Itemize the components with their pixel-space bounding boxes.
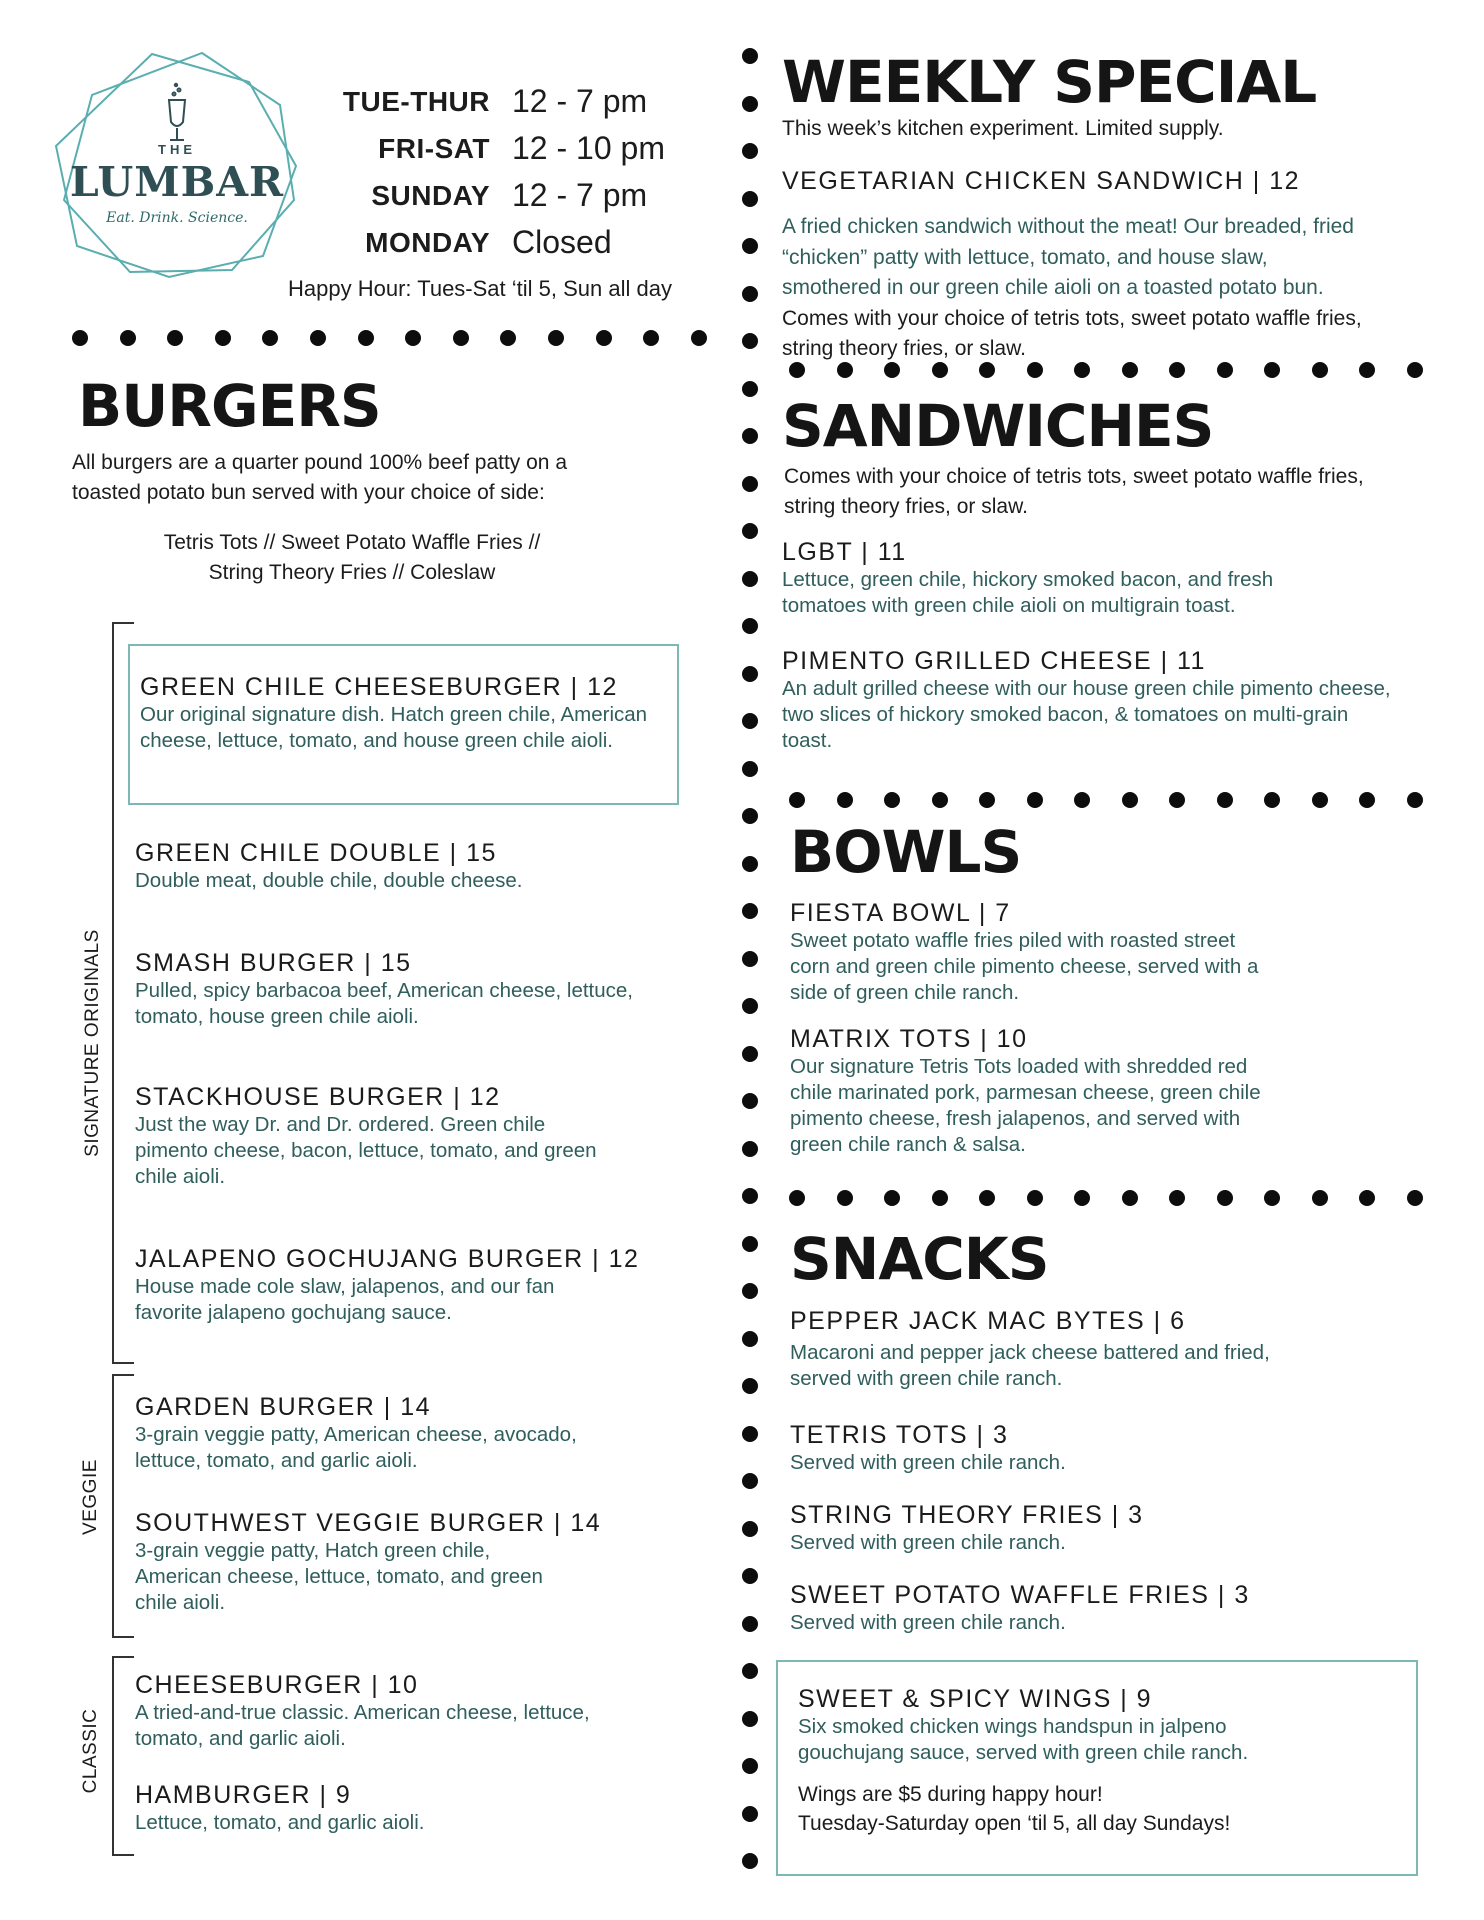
bracket-tick <box>112 1636 134 1638</box>
menu-item <box>135 1244 640 1326</box>
row-dot <box>1407 1190 1423 1206</box>
row-dot <box>979 792 995 808</box>
menu-item <box>135 1780 605 1836</box>
snacks-title: SNACKS <box>790 1225 1049 1293</box>
sandwiches-intro: Comes with your choice of tetris tots, sweet potato waffle fries, string theory fries, or slaw. <box>784 465 1364 518</box>
menu-item <box>790 1306 1290 1392</box>
hours-time: 12 - 10 pm <box>512 130 665 166</box>
logo-the: THE <box>158 142 196 157</box>
row-dot <box>215 330 231 346</box>
item-name: HAMBURGER | 9 <box>135 1781 352 1809</box>
row-dot <box>837 792 853 808</box>
column-dot <box>742 1568 758 1584</box>
item-desc: An adult grilled cheese with our house green chile pimento cheese, two slices of hickory smoked bacon, & tomatoes on multi-grain toast. <box>782 677 1391 752</box>
item-name: LGBT | 11 <box>782 538 907 566</box>
logo <box>52 50 302 280</box>
column-dot <box>742 1188 758 1204</box>
row-dot <box>548 330 564 346</box>
column-dot <box>742 856 758 872</box>
column-dot <box>742 48 758 64</box>
logo-tagline: Eat. Drink. Science. <box>106 210 248 226</box>
column-dot <box>742 143 758 159</box>
weekly-title: WEEKLY SPECIAL <box>782 48 1317 116</box>
wine-glass-icon <box>169 84 185 140</box>
row-dot <box>262 330 278 346</box>
menu-item <box>790 1420 1290 1476</box>
bracket-classic <box>112 1656 114 1856</box>
column-dot <box>742 1331 758 1347</box>
hours-time: Closed <box>512 224 612 260</box>
row-dot <box>1122 1190 1138 1206</box>
column-dot <box>742 333 758 349</box>
item-name: GREEN CHILE DOUBLE | 15 <box>135 839 497 867</box>
item-desc <box>782 212 1372 365</box>
row-dot <box>500 330 516 346</box>
item-name: PIMENTO GRILLED CHEESE | 11 <box>782 647 1206 675</box>
burgers-sides <box>72 528 632 588</box>
row-dot <box>1217 792 1233 808</box>
column-dot <box>742 1758 758 1774</box>
row-dot <box>789 792 805 808</box>
column-dot <box>742 571 758 587</box>
row-dot <box>453 330 469 346</box>
column-dot <box>742 903 758 919</box>
item-name: JALAPENO GOCHUJANG BURGER | 12 <box>135 1245 640 1273</box>
hours-day: TUE-THUR <box>342 86 490 117</box>
item-desc-black: Comes with your choice of tetris tots, sweet potato waffle fries, string theory fries, or slaw. <box>782 306 1362 360</box>
column-dot <box>742 1378 758 1394</box>
hours-day: SUNDAY <box>371 180 490 211</box>
sandwiches-title: SANDWICHES <box>782 392 1214 460</box>
item-name: FIESTA BOWL | 7 <box>790 899 1011 927</box>
row-dot <box>1264 1190 1280 1206</box>
menu-item <box>798 1684 1398 1838</box>
item-desc: Served with green chile ranch. <box>790 1611 1066 1634</box>
column-dot <box>742 238 758 254</box>
row-dot <box>405 330 421 346</box>
column-dot <box>742 1663 758 1679</box>
column-dot <box>742 666 758 682</box>
column-dot <box>742 1426 758 1442</box>
group-label-veggie: VEGGIE <box>80 1459 101 1535</box>
burgers-sides-line2: String Theory Fries // Coleslaw <box>208 561 496 584</box>
menu-item <box>790 1500 1290 1556</box>
item-name: SWEET & SPICY WINGS | 9 <box>798 1685 1153 1713</box>
menu-item <box>135 948 635 1030</box>
hours-day: FRI-SAT <box>378 133 490 164</box>
row-dot <box>789 1190 805 1206</box>
item-name: STACKHOUSE BURGER | 12 <box>135 1083 501 1111</box>
item-desc: A tried-and-true classic. American cheese, lettuce, tomato, and garlic aioli. <box>135 1701 590 1750</box>
row-dot <box>1264 792 1280 808</box>
bracket-veggie <box>112 1374 114 1638</box>
burgers-sides-line1: Tetris Tots // Sweet Potato Waffle Fries // <box>163 531 541 554</box>
bracket-tick <box>112 1362 134 1364</box>
item-desc: Six smoked chicken wings handspun in jalpeno gouchujang sauce, served with green chile ranch. <box>798 1715 1249 1764</box>
row-dot <box>1027 1190 1043 1206</box>
item-name: VEGETARIAN CHICKEN SANDWICH | 12 <box>782 167 1300 195</box>
item-desc-teal: A fried chicken sandwich without the meat! Our breaded, fried “chicken” patty with lettuce, tomato, and house slaw, smothered in our green chile aioli on a toasted potato bun. <box>782 215 1354 299</box>
group-label-signature: SIGNATURE ORIGINALS <box>82 929 103 1157</box>
row-dot <box>837 1190 853 1206</box>
wings-promo-line2: Tuesday-Saturday open ‘til 5, all day Sundays! <box>798 1812 1231 1835</box>
row-dot <box>1027 792 1043 808</box>
row-dot <box>932 1190 948 1206</box>
column-dot <box>742 96 758 112</box>
logo-name: LUMBAR <box>69 158 285 206</box>
column-dot <box>742 1046 758 1062</box>
bracket-tick <box>112 1854 134 1856</box>
column-dot <box>742 1236 758 1252</box>
happy-hour-note: Happy Hour: Tues-Sat ‘til 5, Sun all day <box>288 276 672 301</box>
menu-item <box>782 166 1372 365</box>
item-desc: 3-grain veggie patty, Hatch green chile, American cheese, lettuce, tomato, and green chile aioli. <box>135 1539 543 1614</box>
menu-item <box>135 838 665 894</box>
group-label-classic: CLASSIC <box>80 1708 101 1794</box>
item-desc: House made cole slaw, jalapenos, and our fan favorite jalapeno gochujang sauce. <box>135 1275 555 1324</box>
burgers-title: BURGERS <box>78 372 381 440</box>
item-desc: Served with green chile ranch. <box>790 1531 1066 1554</box>
bowls-title: BOWLS <box>790 818 1022 886</box>
hours-day: MONDAY <box>365 227 490 258</box>
menu-item <box>135 1670 605 1752</box>
column-dot <box>742 808 758 824</box>
menu-item <box>790 1580 1290 1636</box>
row-dot <box>1217 1190 1233 1206</box>
row-dot <box>1074 792 1090 808</box>
menu-item <box>135 1508 602 1616</box>
row-dot <box>1312 1190 1328 1206</box>
column-dot <box>742 191 758 207</box>
row-dot <box>596 330 612 346</box>
item-desc: Our signature Tetris Tots loaded with shredded red chile marinated pork, parmesan cheese, green chile pimento cheese, fresh jalapenos, and served with green chile ranch & salsa. <box>790 1055 1261 1156</box>
column-dot <box>742 1853 758 1869</box>
row-dot <box>1169 1190 1185 1206</box>
column-dot <box>742 1616 758 1632</box>
column-dot <box>742 1711 758 1727</box>
column-dot <box>742 713 758 729</box>
hours-time: 12 - 7 pm <box>512 83 648 119</box>
column-dot <box>742 476 758 492</box>
item-name: TETRIS TOTS | 3 <box>790 1421 1009 1449</box>
row-dot <box>691 330 707 346</box>
column-dot <box>742 618 758 634</box>
item-name: GARDEN BURGER | 14 <box>135 1393 432 1421</box>
bracket-tick <box>112 622 134 624</box>
item-name: CHEESEBURGER | 10 <box>135 1671 419 1699</box>
item-desc: Sweet potato waffle fries piled with roasted street corn and green chile pimento cheese, served with a side of green chile ranch. <box>790 929 1259 1004</box>
item-name: SOUTHWEST VEGGIE BURGER | 14 <box>135 1509 602 1537</box>
item-desc: Lettuce, tomato, and garlic aioli. <box>135 1811 425 1834</box>
row-dot <box>1312 792 1328 808</box>
menu-item <box>790 1024 1280 1158</box>
column-dot <box>742 428 758 444</box>
row-dot <box>884 792 900 808</box>
row-dot <box>932 792 948 808</box>
row-dot <box>72 330 88 346</box>
row-dot <box>167 330 183 346</box>
item-name: SMASH BURGER | 15 <box>135 949 412 977</box>
item-desc: Lettuce, green chile, hickory smoked bacon, and fresh tomatoes with green chile aioli on multigrain toast. <box>782 568 1274 617</box>
menu-item <box>140 672 665 754</box>
row-dot <box>1407 792 1423 808</box>
row-dot <box>1359 1190 1375 1206</box>
bracket-signature <box>112 622 114 1364</box>
row-dot <box>1407 362 1423 378</box>
column-dot <box>742 523 758 539</box>
row-dot <box>1169 792 1185 808</box>
item-desc: Served with green chile ranch. <box>790 1451 1066 1474</box>
column-dot <box>742 951 758 967</box>
menu-item <box>790 898 1260 1006</box>
item-name: SWEET POTATO WAFFLE FRIES | 3 <box>790 1581 1250 1609</box>
column-dot <box>742 1521 758 1537</box>
item-name: GREEN CHILE CHEESEBURGER | 12 <box>140 673 618 701</box>
item-name: MATRIX TOTS | 10 <box>790 1025 1028 1053</box>
row-dot <box>120 330 136 346</box>
burgers-intro: All burgers are a quarter pound 100% beef patty on a toasted potato bun served with your choice of side: <box>72 451 567 504</box>
column-dot <box>742 381 758 397</box>
row-dot <box>1074 1190 1090 1206</box>
row-dot <box>310 330 326 346</box>
item-desc: Pulled, spicy barbacoa beef, American cheese, lettuce, tomato, house green chile aioli. <box>135 979 633 1028</box>
item-desc: Our original signature dish. Hatch green chile, American cheese, lettuce, tomato, and house green chile aioli. <box>140 703 648 752</box>
column-dot <box>742 761 758 777</box>
column-dot <box>742 1141 758 1157</box>
column-dot <box>742 1093 758 1109</box>
row-dot <box>979 1190 995 1206</box>
row-dot <box>358 330 374 346</box>
item-desc: Double meat, double chile, double cheese. <box>135 869 523 892</box>
row-dot <box>643 330 659 346</box>
item-desc: 3-grain veggie patty, American cheese, avocado, lettuce, tomato, and garlic aioli. <box>135 1423 577 1472</box>
bracket-tick <box>112 1656 134 1658</box>
column-dot <box>742 286 758 302</box>
item-name: STRING THEORY FRIES | 3 <box>790 1501 1144 1529</box>
menu-item <box>135 1082 605 1190</box>
row-dot <box>1122 792 1138 808</box>
wings-promo-line1: Wings are $5 during happy hour! <box>798 1783 1103 1806</box>
row-dot <box>1359 792 1375 808</box>
item-desc: Just the way Dr. and Dr. ordered. Green chile pimento cheese, bacon, lettuce, tomato, and green chile aioli. <box>135 1113 597 1188</box>
menu-item <box>135 1392 595 1474</box>
row-dot <box>884 1190 900 1206</box>
item-desc: Macaroni and pepper jack cheese battered and fried, served with green chile ranch. <box>790 1341 1270 1390</box>
column-dot <box>742 1283 758 1299</box>
item-name: PEPPER JACK MAC BYTES | 6 <box>790 1307 1186 1335</box>
menu-item <box>782 646 1402 754</box>
column-dot <box>742 998 758 1014</box>
hours-time: 12 - 7 pm <box>512 177 648 213</box>
column-dot <box>742 1473 758 1489</box>
bracket-tick <box>112 1374 134 1376</box>
column-dot <box>742 1806 758 1822</box>
weekly-subtitle: This week’s kitchen experiment. Limited supply. <box>782 117 1224 140</box>
menu-item <box>782 537 1352 619</box>
